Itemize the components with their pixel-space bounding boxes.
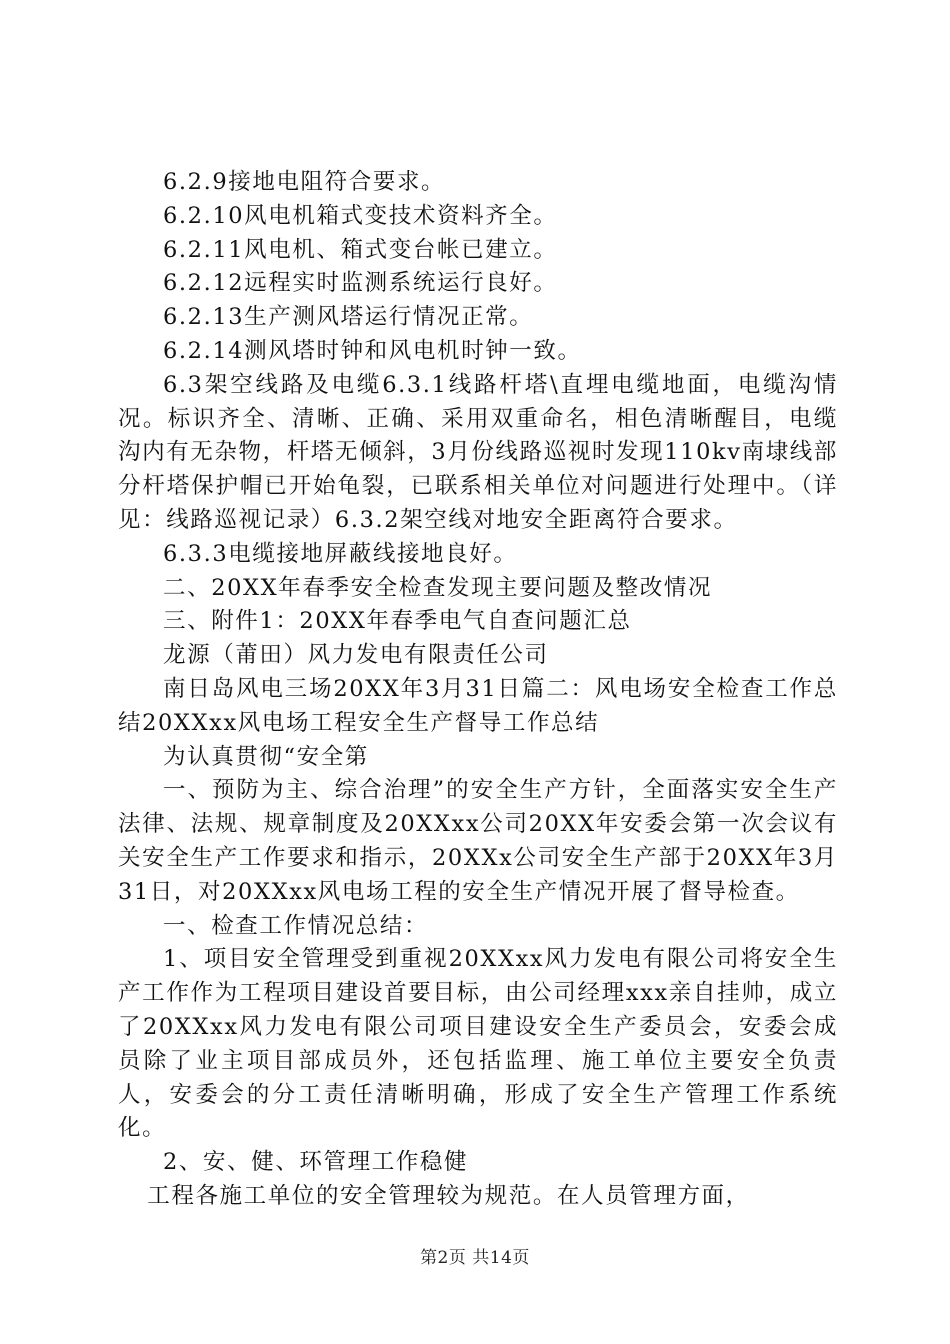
section-heading: 二、20XX年春季安全检查发现主要问题及整改情况 — [163, 574, 713, 601]
paragraph: 6.3.3电缆接地屏蔽线接地良好。 — [163, 540, 518, 567]
company-name: 龙源（莆田）风力发电有限责任公司 — [163, 642, 549, 669]
paragraph: 6.3架空线路及电缆6.3.1线路杆塔\直埋电缆地面，电缆沟情况。标识齐全、清晰、正确、采用双重命名，相色清晰醒目，电缆沟内有无杂物，杆塔无倾斜，3月份线路巡视时发现110kv南埭线部分杆塔保护帽已开始龟裂，已联系相关单位对问题进行处理中。（详见：线路巡视记录）6.3.2架空线对地安全距离符合要求。 — [118, 371, 838, 533]
page-footer: 第2页 共14页 — [420, 1248, 530, 1268]
paragraph: 为认真贯彻“安全第 — [163, 743, 369, 770]
paragraph: 2、安、健、环管理工作稳健 — [163, 1149, 469, 1176]
paragraph: 1、项目安全管理受到重视20XXxx风力发电有限公司将安全生产工作作为工程项目建设首要目标，由公司经理xxx亲自挂帅，成立了20XXxx风力发电有限公司项目建设安全生产委员会，安委会成员除了业主项目部成员外，还包括监理、施工单位主要安全负责人，安委会的分工责任清晰明确，形成了安全生产管理工作系统化。 — [118, 946, 838, 1142]
paragraph: 6.2.13生产测风塔运行情况正常。 — [163, 304, 534, 331]
paragraph: 6.2.10风电机箱式变技术资料齐全。 — [163, 202, 558, 229]
section-heading: 三、附件1：20XX年春季电气自查问题汇总 — [163, 608, 632, 635]
paragraph: 6.2.9接地电阻符合要求。 — [163, 169, 446, 195]
paragraph: 6.2.14测风塔时钟和风电机时钟一致。 — [163, 337, 582, 364]
paragraph: 一、预防为主、综合治理”的安全生产方针，全面落实安全生产法律、法规、规章制度及20XXxx公司20XX年安委会第一次会议有关安全生产工作要求和指示，20XXx公司安全生产部于20XX年3月31日，对20XXxx风电场工程的安全生产情况开展了督导检查。 — [118, 777, 838, 905]
paragraph: 南日岛风电三场20XX年3月31日篇二：风电场安全检查工作总结20XXxx风电场工程安全生产督导工作总结 — [118, 675, 838, 736]
paragraph: 6.2.11风电机、箱式变台帐已建立。 — [163, 236, 558, 263]
paragraph: 工程各施工单位的安全管理较为规范。在人员管理方面， — [147, 1182, 750, 1209]
section-heading: 一、检查工作情况总结： — [163, 912, 429, 939]
document-body — [118, 166, 838, 1214]
paragraph: 6.2.12远程实时监测系统运行良好。 — [163, 270, 558, 297]
